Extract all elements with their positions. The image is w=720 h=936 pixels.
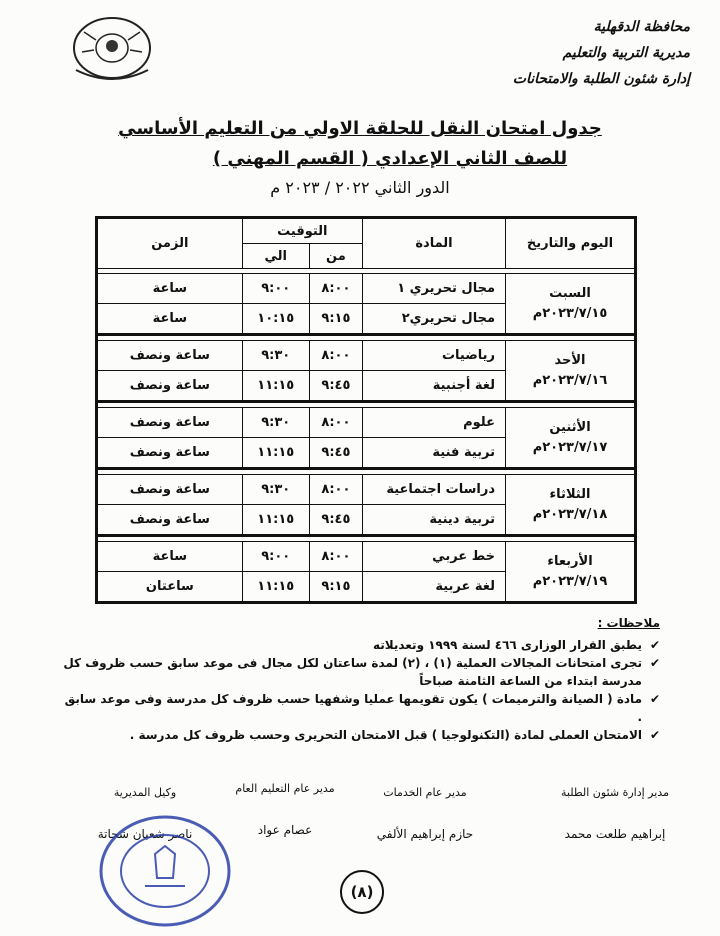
to-cell: ٩:٣٠ xyxy=(242,341,309,371)
to-cell: ٩:٣٠ xyxy=(242,408,309,438)
duration-cell: ساعة ونصف xyxy=(97,505,243,536)
letterhead-governorate: محافظة الدقهلية xyxy=(593,19,690,35)
signature-name: ناصر شعبان شحاتة xyxy=(97,827,193,841)
duration-cell: ساعة xyxy=(97,304,243,335)
exam-schedule-table xyxy=(95,216,637,604)
check-bullet-icon: ✔ xyxy=(649,656,660,670)
from-cell: ٩:١٥ xyxy=(309,304,362,335)
from-cell: ٩:٤٥ xyxy=(309,438,362,469)
from-cell: ٨:٠٠ xyxy=(309,408,362,438)
table-row xyxy=(97,341,636,371)
list-item xyxy=(58,654,660,690)
header-to: الي xyxy=(242,244,309,269)
check-bullet-icon: ✔ xyxy=(649,692,660,706)
day-name: الأحد xyxy=(554,352,586,368)
signature-role: وكيل المديرية xyxy=(113,786,177,799)
signature-block xyxy=(540,786,690,841)
list-item xyxy=(58,690,660,726)
table-row xyxy=(97,408,636,438)
subject-cell: تربية فنية xyxy=(363,438,506,469)
document-title: جدول امتحان النقل للحلقة الاولي من التعليم الأساسي xyxy=(118,118,602,139)
day-cell xyxy=(506,274,636,335)
day-cell xyxy=(506,542,636,603)
list-item xyxy=(58,726,660,744)
from-cell: ٩:٤٥ xyxy=(309,371,362,402)
day-cell xyxy=(506,408,636,469)
document-subtitle: للصف الثاني الإعدادي ( القسم المهني ) xyxy=(212,148,568,169)
day-date: ٢٠٢٣/٧/١٩م xyxy=(532,573,608,589)
from-cell: ٨:٠٠ xyxy=(309,341,362,371)
signature-name: إبراهيم طلعت محمد xyxy=(564,827,666,841)
page-number: (٨) xyxy=(340,870,384,914)
table-row xyxy=(97,542,636,572)
signature-role: مدير عام الخدمات xyxy=(383,786,467,799)
duration-cell: ساعة ونصف xyxy=(97,438,243,469)
title-block xyxy=(80,114,640,202)
subject-cell: لغة عربية xyxy=(363,572,506,603)
notes-header: ملاحظات : xyxy=(597,616,660,630)
day-date: ٢٠٢٣/٧/١٥م xyxy=(532,305,608,321)
day-name: الثلاثاء xyxy=(549,486,591,502)
letterhead-department: إدارة شئون الطلبة والامتحانات xyxy=(512,71,690,87)
from-cell: ٨:٠٠ xyxy=(309,475,362,505)
to-cell: ١١:١٥ xyxy=(242,572,309,603)
to-cell: ١١:١٥ xyxy=(242,438,309,469)
day-cell xyxy=(506,475,636,536)
to-cell: ٩:٣٠ xyxy=(242,475,309,505)
from-cell: ٩:٤٥ xyxy=(309,505,362,536)
table-row xyxy=(97,274,636,304)
signature-role: مدير عام التعليم العام xyxy=(235,782,335,795)
subject-cell: مجال تحريري ١ xyxy=(363,274,506,304)
day-name: السبت xyxy=(549,285,591,301)
header-timing: التوقيت xyxy=(242,218,362,244)
note-text: الامتحان العملى لمادة (التكنولوجيا ) قبل الامتحان التحريرى وحسب ظروف كل مدرسة . xyxy=(129,728,642,742)
header-day-date: اليوم والتاريخ xyxy=(506,218,636,269)
subject-cell: لغة أجنبية xyxy=(363,371,506,402)
duration-cell: ساعة ونصف xyxy=(97,475,243,505)
letterhead-directorate: مديرية التربية والتعليم xyxy=(562,45,690,61)
subject-cell: خط عربي xyxy=(363,542,506,572)
note-text: تجرى امتحانات المجالات العملية (١) ، (٢) لمدة ساعتان لكل مجال فى موعد سابق حسب ظروف كل مدرسة ابتداء من الساعة الثامنة صباحاً xyxy=(63,656,642,688)
signature-name: حازم إبراهيم الألفي xyxy=(376,827,474,841)
note-text: يطبق القرار الوزارى ٤٦٦ لسنة ١٩٩٩ وتعديلاته xyxy=(372,638,642,652)
governorate-logo-icon xyxy=(62,12,162,90)
subject-cell: علوم xyxy=(363,408,506,438)
check-bullet-icon: ✔ xyxy=(649,638,660,652)
header-duration: الزمن xyxy=(97,218,243,269)
day-name: الأثنين xyxy=(549,419,591,435)
duration-cell: ساعة xyxy=(97,274,243,304)
subject-cell: رياضيات xyxy=(363,341,506,371)
to-cell: ٩:٠٠ xyxy=(242,274,309,304)
check-bullet-icon: ✔ xyxy=(649,728,660,742)
notes-section xyxy=(58,614,660,744)
subject-cell: دراسات اجتماعية xyxy=(363,475,506,505)
duration-cell: ساعة ونصف xyxy=(97,341,243,371)
day-name: الأربعاء xyxy=(547,553,593,569)
duration-cell: ساعة ونصف xyxy=(97,408,243,438)
day-cell xyxy=(506,341,636,402)
day-date: ٢٠٢٣/٧/١٦م xyxy=(532,372,608,388)
day-date: ٢٠٢٣/٧/١٨م xyxy=(532,506,608,522)
from-cell: ٩:١٥ xyxy=(309,572,362,603)
session-label: الدور الثاني ٢٠٢٢ / ٢٠٢٣ م xyxy=(270,178,450,197)
subject-cell: مجال تحريري٢ xyxy=(363,304,506,335)
from-cell: ٨:٠٠ xyxy=(309,274,362,304)
signature-block xyxy=(350,786,500,841)
signature-role: مدير إدارة شئون الطلبة xyxy=(561,786,669,799)
to-cell: ١١:١٥ xyxy=(242,505,309,536)
signature-name: عصام عواد xyxy=(257,823,313,837)
list-item xyxy=(58,636,660,654)
header-from: من xyxy=(309,244,362,269)
to-cell: ١٠:١٥ xyxy=(242,304,309,335)
table-row xyxy=(97,475,636,505)
subject-cell: تربية دينية xyxy=(363,505,506,536)
official-stamp-icon xyxy=(95,812,235,930)
to-cell: ١١:١٥ xyxy=(242,371,309,402)
duration-cell: ساعة ونصف xyxy=(97,371,243,402)
letterhead xyxy=(450,14,690,92)
header-subject: المادة xyxy=(363,218,506,269)
duration-cell: ساعة xyxy=(97,542,243,572)
note-text: مادة ( الصيانة والترميمات ) يكون تقويمها عمليا وشفهيا حسب ظروف كل مدرسة وفى موعد سابق . xyxy=(64,692,642,724)
to-cell: ٩:٠٠ xyxy=(242,542,309,572)
from-cell: ٨:٠٠ xyxy=(309,542,362,572)
duration-cell: ساعتان xyxy=(97,572,243,603)
day-date: ٢٠٢٣/٧/١٧م xyxy=(532,439,608,455)
